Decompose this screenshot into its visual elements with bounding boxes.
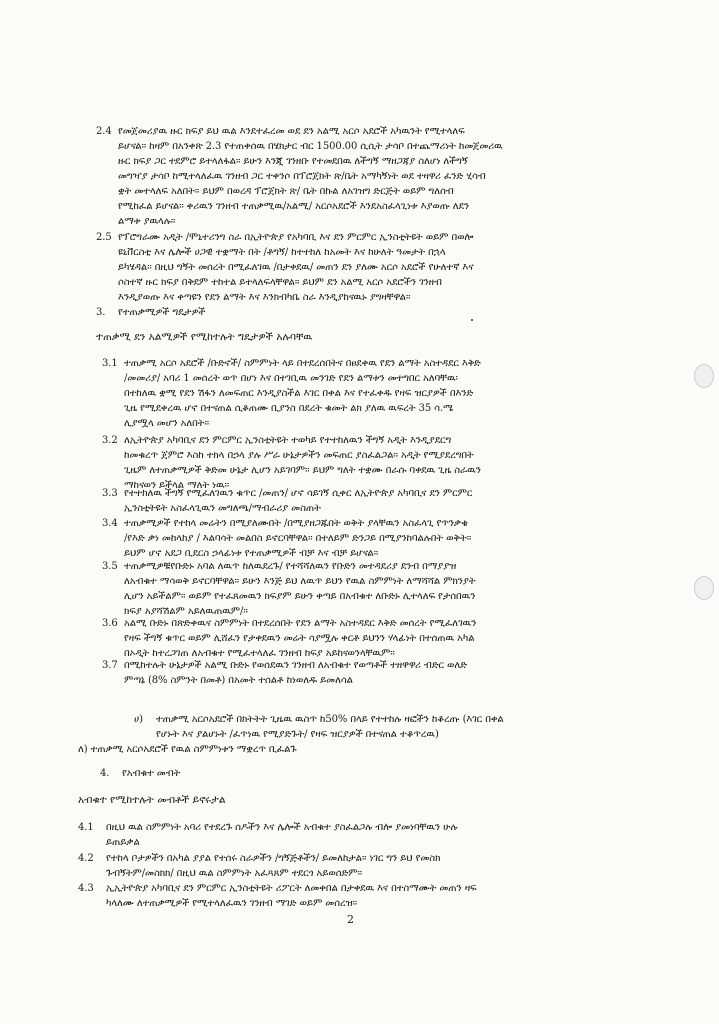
section-number: 3. [96, 307, 106, 318]
item-text: ተጠቃሚ አርሶአደሮች በክትትት ጊዜዉ ዉስጥ ከ50% በላይ የተተከሉ ዛፎችን ከቆረጡ (እገር በቀል የሆኑት እና ያልሆኑት /ፈጥነዉ የሚያድጉት/ የዛፍ ዝርያዎች በተናጠል ተቆጥረዉ) [156, 714, 504, 740]
section-text: ተጠቃሚዎች የተከላ መሬትን በሚያለሙበት /በሚያዘጋጁበት ወቅት ያላቸዉን አስፈላጊ የጥንቃቄ /የእድ ቃነ መከላከያ / እልባሳት መልበስ ይኖርባቸዋል፡፡ በተለይም ድንጋይ በሚያንከባልሉበት ወቅት፡፡ ይህም ሆኖ አደጋ ቢደርስ ኃላፊነቱ የተጠቃሚዎች ብቻ እና ብቻ ይሆናል፡፡ [124, 518, 472, 559]
punch-hole [694, 364, 714, 388]
section-text: የመጀመሪያዉ ዙር ክፍያ ይህ ዉል እንደተፈረመ ወደ ደን አልሚ አርሶ አደሮች አካዉንት የሚተላለፍ ይሆናል፡፡ ከዛም በአንቀጽ 2.3 የተጠቀሰዉ በሄክታር ብር 1500.00 ሲሲት ታሳቦ በተጨማሪነት ከመጀመሪዉ ዙር ክፍያ ጋር ተደምሮ ይተላለፋል፡፡ ይሁን እንጂ ገንዘቡ የተመደበዉ ለችግኝ ማዘጋጃያ ስለሆነ ለችግኝ መግዣያ ታሳቦ ከሚተላለፈዉ ገንዘብ ጋር ተቀንሶ በፕሮጀክት ጽ/ቤት አማካኝነት ወደ ተዛዋሪ ፈንድ ሂሳብ ቋት መተላለፍ አለበት፡፡ ይህም በወረዳ ፕሮጀክት ጽ/ ቤት በኩል ለአገዝግ ድርጅት ወይም ግለሰብ የሚከፈል ይሆናል፡፡ ቀሪዉን ገንዘብ ተጠቃሚዉ/አልሚ/ አርሶአደሮች እንደአስፈላጊነቱ እያወጡ ለደን ልማቱ ያዉላሉ፡፡ [118, 126, 503, 227]
section-3-3 [102, 486, 672, 516]
section-2-4 [96, 124, 671, 229]
section-3-2 [102, 433, 672, 493]
section-title: የአብቁተ መብት [122, 768, 181, 779]
section-number: 2.4 [96, 126, 112, 137]
section-3-4 [102, 516, 672, 561]
section-text: ለኢትዮጵያ አካባቢና ደን ምርምር ኢንስቲትዩት ተወካይ የተተከለዉን ችግኝ አዲት እንዲያደርግ ከመቁረጥ ጀምሮ እስከ ተክላ በኃላ ያሉ ሥራ ሁኔታዎችን መፍጠር ያስፈልጋል፡፡ አዲት የሚያደረግበት ጊዜም ለተጠቃሚዎች ቅድመ ሁኔታ ሊሆን አይገባም፡፡ ይህም ግለት ተቋሙ በራሱ ባቀደዉ ጊዜ ስራዉን ማከናወን ይችላል ማለት ነዉ፡፡ [124, 435, 481, 491]
section-text: በሚከተሉት ሁኔታዎች አልሚ ቡድኑ የወሰደዉን ገንዘብ ለአብቁተ የወጣቶች ተዘዋዋሪ ብድር ወለድ ምጣኔ (8% ስምንት በመቶ) በአመት ተሰልቶ ከነወለዱ ይመለሳል [124, 660, 467, 686]
section-number: 4.2 [78, 853, 94, 864]
section-number: 3.6 [102, 618, 118, 629]
section-text: ተጠቃሚዎቹየቡድኑ አባል ለዉጥ ከለዉደረጉ/ የተሻሻለዉን የቡድን መተዳደሪያ ደንብ በማያያዝ ለአብቁተ ማሳወቅ ይኖርባቸዋል፡፡ ይሁን እንጅ ይህ ለዉጥ ይህን የዉል ስምምነት ለማሻሻል ምክንያት ሊሆን አይችልም፡፡ ወይም የተፈጸመዉን ክፍያም ይሁን ቀጣይ በአብቁተ ለቡድኑ ሊተላለፍ የታሰበዉን ክፍያ አያሻሽልም አይለዉጠዉም/፡፡ [124, 561, 476, 617]
section-text: የተከላ ቦታዎችን በአካል ያያል የተሰሩ ስራዎችን /ግኝጅቶችን/ ይመለከታል፡፡ ነገር ግን ይህ የመስክ ጉብኝትም/መስክክ/ በዚህ ዉል ስምምነት አፈጻጸም ተደርጎ አይወሰድም፡፡ [106, 853, 441, 879]
section-3 [96, 305, 671, 320]
section-2-5 [96, 230, 671, 305]
section-text: የፕሮግራሙ አዲት /ሞኒተሪንግ ስራ በኢትዮጵያ የአካባቢ እና ደን ምርምር ኢንስቲትዩት ወይም በወሎ ዩኒቨርስቲ እና ሌሎች ሀጋዊ ተቋማት በት /ቶግኝ/ ከተተከለ ከአመት እና ከሁለት ዓመታት በኋላ ይካሄዳል፡፡ በዚህ ግኝት መሰረት በሚፈለገዉ /በታቀደዉ/ መጠን ደን ያለሙ አርሶ አደሮች የሁለተኛ እና ሶስተኛ ዙር ክፍያ በቅደም ተከተል ይተላለፍላቸዋል፡፡ ይህም ደን አልሚ አርሶ አደሮችን ገንዘብ እንዲያወጡ እና ቀጣዩን የደን ልማት እና እንክብካቤ ስራ እንዲያከናዉኑ ያግዛቸዋል፡፡ [118, 232, 474, 303]
section-number: 4.3 [78, 883, 94, 894]
section-number: 3.5 [102, 561, 118, 572]
section-title: የተጠቃሚዎች ግዴታዎች [118, 307, 206, 318]
item-u [134, 712, 674, 742]
obligations-heading: ተጠቃሚ ደን አልሚዎች የሚከተሉት ግዴታዎች አሉባቸዉ [96, 331, 313, 343]
item-label: ሀ) [134, 714, 143, 725]
section-3-1 [102, 356, 672, 431]
section-number: 3.2 [102, 435, 118, 446]
section-3-5 [102, 559, 672, 619]
section-text: ኢኢትዮጵያ አካባቢና ደን ምርምር ኢንስቲትዩት ሪፖርት ለመቀበል በታቀደዉ እና በተስማሙት መጠን ዛፍ ካላለሙ ለተጠቃሚዎች የሚተላለፈዉን ገንዘብ ማገድ ወይም መሰረዝ፡፡ [106, 883, 477, 909]
section-number: 4. [100, 768, 110, 779]
section-number: 3.4 [102, 518, 118, 529]
section-text: አልሚ ቡድኑ በጽድቀዉና ስምምነት በተደረሰበት የደን ልማት አስተዳደር እቅድ መሰረት የሚፈለገዉን የዛፍ ችግኝ ቁጥር ወይም ሊሸፈን የታቀደዉን መሬት ሳያሟሉ ቀርቶ ይህንን ሃላፊነት በተሰጠዉ አካል በኦዲት ከተረጋገጠ ለአብቁተ የሚፈተላለፈ ገንዘብ ከፍያ አይከናወንላቸዉም፡፡ [124, 618, 477, 659]
section-number: 3.7 [102, 660, 118, 671]
section-4-2 [78, 851, 673, 881]
section-3-7 [102, 658, 672, 688]
section-number: 3.3 [102, 488, 118, 499]
page-number: 2 [347, 913, 354, 926]
section-number: 2.5 [96, 232, 112, 243]
section-4-1 [78, 820, 673, 850]
section-text: ተጠቃሚ አርሶ አደሮች /ቡድኖች/ ስምምነት ላይ በተደረሰበትና በፀደቀዉ የደን ልማት አስተዳደር እቅድ /መመሪያ/ አባሪ 1 መሰረት ወጥ በሆነ እና በተገቢዉ መንገድ የደን ልማቱን መተግበር አለባቸዉ፡ በተከለዉ ቋሚ የደን ሽፋን ለመፍጠር እንዲያስችል እገር በቀል እና የተፈቀዱ የዛፍ ዝርያዎች በእንድ ጊዜ የሚደቀረዉ ሆኖ በተናጠል ሲቆጠሙ ቢያንስ በደረት ቁመት ልክ ያለዉ ዉፍረት 35 ሳ.ሜ ሊያሟላ መሆን አለበት፡፡ [124, 358, 481, 429]
section-text: የተተከለዉ ችግኝ የሚፈለገዉን ቁጥር /መጠን/ ሆኖ ሳይገኝ ሲቀር ለኢትዮጵያ አካባቢና ደን ምርምር ኢንስቲትዩት አስፈላጊዉን መግለጫ/ማብራሪያ መስጠት [124, 488, 473, 514]
section-3-6 [102, 616, 672, 661]
item-text: ለ) ተጠቃሚ አርሶአደሮች የዉል ስምምነቱን ማቋረጥ ቢፈልጉ [78, 744, 297, 755]
rights-heading: አብቁተ የሚከተሉት መብቶች ይኖሩታል [78, 794, 226, 806]
section-text: በዚህ ዉል ስምምነት አባሪ የተደረጉ ሰዶችን እና ሌሎች አብቁተ ያስፈልጋሉ ብሎ ያመነባቸዉን ሁሉ ይጠይቃል [106, 822, 458, 848]
punch-hole [694, 576, 714, 600]
section-4-3 [78, 881, 673, 911]
section-number: 4.1 [78, 822, 94, 833]
section-4 [100, 766, 670, 781]
item-l [78, 742, 668, 757]
section-number: 3.1 [102, 358, 118, 369]
